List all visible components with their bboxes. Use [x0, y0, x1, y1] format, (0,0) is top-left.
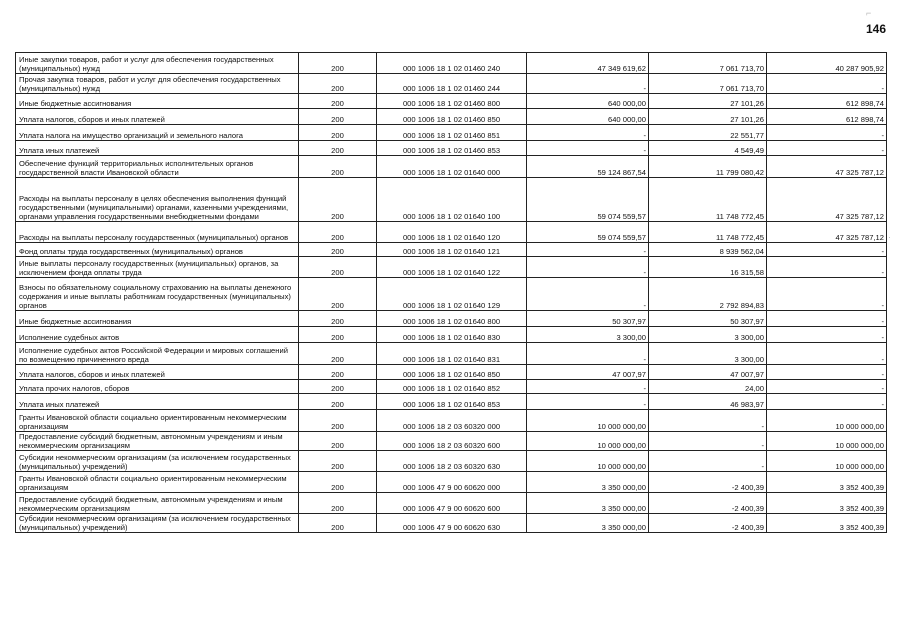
remaining-amount-cell: 612 898,74 [767, 109, 887, 125]
executed-amount-cell: 3 300,00 [649, 343, 767, 365]
remaining-amount-cell: - [767, 365, 887, 380]
table-row [16, 243, 887, 257]
approved-amount-cell: - [527, 141, 649, 156]
row-name-cell: Иные закупки товаров, работ и услуг для обеспечения государственных (муниципальных) нужд [16, 53, 299, 74]
executed-amount-cell: - [649, 451, 767, 472]
table-row [16, 380, 887, 394]
row-code-cell: 200 [299, 222, 377, 243]
row-name-cell: Взносы по обязательному социальному страхованию на выплаты денежного содержания и иные выплаты работникам государственных (муниципальных) органов [16, 278, 299, 311]
executed-amount-cell: 8 939 562,04 [649, 243, 767, 257]
remaining-amount-cell: 3 352 400,39 [767, 514, 887, 533]
table-row [16, 410, 887, 432]
approved-amount-cell: 59 074 559,57 [527, 178, 649, 222]
remaining-amount-cell: 10 000 000,00 [767, 451, 887, 472]
row-name-cell: Иные бюджетные ассигнования [16, 94, 299, 109]
executed-amount-cell: 27 101,26 [649, 94, 767, 109]
approved-amount-cell: 50 307,97 [527, 311, 649, 327]
remaining-amount-cell: - [767, 257, 887, 278]
executed-amount-cell: 46 983,97 [649, 394, 767, 410]
approved-amount-cell: 3 350 000,00 [527, 493, 649, 514]
row-name-cell: Уплата прочих налогов, сборов [16, 380, 299, 394]
remaining-amount-cell: - [767, 278, 887, 311]
row-code-cell: 200 [299, 514, 377, 533]
row-name-cell: Гранты Ивановской области социально ориентированным некоммерческим организациям [16, 472, 299, 493]
executed-amount-cell: 11 799 080,42 [649, 156, 767, 178]
executed-amount-cell: -2 400,39 [649, 514, 767, 533]
row-name-cell: Уплата иных платежей [16, 141, 299, 156]
classification-code-cell: 000 1006 18 2 03 60320 000 [377, 410, 527, 432]
row-name-cell: Прочая закупка товаров, работ и услуг для обеспечения государственных (муниципальных) нужд [16, 74, 299, 94]
classification-code-cell: 000 1006 18 1 02 01640 122 [377, 257, 527, 278]
row-name-cell: Субсидии некоммерческим организациям (за исключением государственных (муниципальных) учреждений) [16, 514, 299, 533]
classification-code-cell: 000 1006 18 1 02 01460 853 [377, 141, 527, 156]
row-name-cell: Предоставление субсидий бюджетным, автономным учреждениям и иным некоммерческим организациям [16, 432, 299, 451]
table-row [16, 343, 887, 365]
remaining-amount-cell: 47 325 787,12 [767, 222, 887, 243]
remaining-amount-cell: - [767, 311, 887, 327]
approved-amount-cell: - [527, 343, 649, 365]
row-name-cell: Расходы на выплаты персоналу государственных (муниципальных) органов [16, 222, 299, 243]
approved-amount-cell: - [527, 278, 649, 311]
executed-amount-cell: 22 551,77 [649, 125, 767, 141]
table-row [16, 451, 887, 472]
row-name-cell: Уплата налога на имущество организаций и земельного налога [16, 125, 299, 141]
table-row [16, 109, 887, 125]
executed-amount-cell: 27 101,26 [649, 109, 767, 125]
approved-amount-cell: - [527, 125, 649, 141]
classification-code-cell: 000 1006 18 1 02 01640 830 [377, 327, 527, 343]
row-name-cell: Иные бюджетные ассигнования [16, 311, 299, 327]
classification-code-cell: 000 1006 18 1 02 01640 800 [377, 311, 527, 327]
classification-code-cell: 000 1006 18 1 02 01640 000 [377, 156, 527, 178]
table-row [16, 514, 887, 533]
table-row [16, 394, 887, 410]
row-name-cell: Уплата налогов, сборов и иных платежей [16, 109, 299, 125]
row-code-cell: 200 [299, 365, 377, 380]
row-code-cell: 200 [299, 53, 377, 74]
approved-amount-cell: - [527, 380, 649, 394]
table-row [16, 432, 887, 451]
classification-code-cell: 000 1006 18 2 03 60320 600 [377, 432, 527, 451]
remaining-amount-cell: 3 352 400,39 [767, 472, 887, 493]
table-row [16, 53, 887, 74]
approved-amount-cell: 3 350 000,00 [527, 472, 649, 493]
row-name-cell: Фонд оплаты труда государственных (муниципальных) органов [16, 243, 299, 257]
classification-code-cell: 000 1006 18 1 02 01460 244 [377, 74, 527, 94]
row-name-cell: Уплата иных платежей [16, 394, 299, 410]
row-name-cell: Обеспечение функций территориальных исполнительных органов государственной власти Ивановской области [16, 156, 299, 178]
row-code-cell: 200 [299, 472, 377, 493]
row-name-cell: Предоставление субсидий бюджетным, автономным учреждениям и иным некоммерческим организациям [16, 493, 299, 514]
table-row [16, 278, 887, 311]
executed-amount-cell: 2 792 894,83 [649, 278, 767, 311]
row-code-cell: 200 [299, 311, 377, 327]
classification-code-cell: 000 1006 18 1 02 01640 853 [377, 394, 527, 410]
executed-amount-cell: -2 400,39 [649, 493, 767, 514]
approved-amount-cell: 10 000 000,00 [527, 432, 649, 451]
table-row [16, 365, 887, 380]
classification-code-cell: 000 1006 47 9 00 60620 630 [377, 514, 527, 533]
executed-amount-cell: -2 400,39 [649, 472, 767, 493]
row-name-cell: Исполнение судебных актов [16, 327, 299, 343]
row-code-cell: 200 [299, 343, 377, 365]
classification-code-cell: 000 1006 18 1 02 01640 831 [377, 343, 527, 365]
approved-amount-cell: 59 124 867,54 [527, 156, 649, 178]
row-name-cell: Иные выплаты персоналу государственных (муниципальных) органов, за исключением фонда оплаты труда [16, 257, 299, 278]
approved-amount-cell: 3 350 000,00 [527, 514, 649, 533]
remaining-amount-cell: - [767, 74, 887, 94]
remaining-amount-cell: - [767, 380, 887, 394]
classification-code-cell: 000 1006 18 1 02 01460 800 [377, 94, 527, 109]
row-code-cell: 200 [299, 380, 377, 394]
scan-artifact: ⌐ [866, 8, 872, 18]
row-code-cell: 200 [299, 94, 377, 109]
executed-amount-cell: - [649, 432, 767, 451]
approved-amount-cell: - [527, 257, 649, 278]
classification-code-cell: 000 1006 18 1 02 01640 852 [377, 380, 527, 394]
remaining-amount-cell: 612 898,74 [767, 94, 887, 109]
executed-amount-cell: 3 300,00 [649, 327, 767, 343]
classification-code-cell: 000 1006 18 1 02 01640 129 [377, 278, 527, 311]
remaining-amount-cell: - [767, 125, 887, 141]
remaining-amount-cell: - [767, 141, 887, 156]
classification-code-cell: 000 1006 18 1 02 01460 240 [377, 53, 527, 74]
remaining-amount-cell: 10 000 000,00 [767, 432, 887, 451]
approved-amount-cell: 640 000,00 [527, 94, 649, 109]
remaining-amount-cell: 47 325 787,12 [767, 178, 887, 222]
table-row [16, 94, 887, 109]
classification-code-cell: 000 1006 47 9 00 60620 600 [377, 493, 527, 514]
remaining-amount-cell: 3 352 400,39 [767, 493, 887, 514]
row-code-cell: 200 [299, 278, 377, 311]
row-code-cell: 200 [299, 141, 377, 156]
row-name-cell: Гранты Ивановской области социально ориентированным некоммерческим организациям [16, 410, 299, 432]
classification-code-cell: 000 1006 18 2 03 60320 630 [377, 451, 527, 472]
row-name-cell: Субсидии некоммерческим организациям (за исключением государственных (муниципальных) учреждений) [16, 451, 299, 472]
approved-amount-cell: 10 000 000,00 [527, 410, 649, 432]
row-name-cell: Расходы на выплаты персоналу в целях обеспечения выполнения функций государственными (муниципальными) органами, казенными учреждениями, органами управления государственными внебюджетными фондами [16, 178, 299, 222]
row-code-cell: 200 [299, 109, 377, 125]
row-code-cell: 200 [299, 451, 377, 472]
classification-code-cell: 000 1006 47 9 00 60620 000 [377, 472, 527, 493]
row-code-cell: 200 [299, 74, 377, 94]
table-row [16, 125, 887, 141]
table-row [16, 178, 887, 222]
executed-amount-cell: 7 061 713,70 [649, 53, 767, 74]
row-name-cell: Исполнение судебных актов Российской Федерации и мировых соглашений по возмещению причиненного вреда [16, 343, 299, 365]
table-row [16, 311, 887, 327]
executed-amount-cell: 11 748 772,45 [649, 178, 767, 222]
table-row [16, 141, 887, 156]
executed-amount-cell: 7 061 713,70 [649, 74, 767, 94]
classification-code-cell: 000 1006 18 1 02 01640 120 [377, 222, 527, 243]
executed-amount-cell: 24,00 [649, 380, 767, 394]
approved-amount-cell: 47 349 619,62 [527, 53, 649, 74]
approved-amount-cell: - [527, 243, 649, 257]
row-name-cell: Уплата налогов, сборов и иных платежей [16, 365, 299, 380]
table-row [16, 472, 887, 493]
approved-amount-cell: 47 007,97 [527, 365, 649, 380]
row-code-cell: 200 [299, 493, 377, 514]
executed-amount-cell: 4 549,49 [649, 141, 767, 156]
executed-amount-cell: 11 748 772,45 [649, 222, 767, 243]
row-code-cell: 200 [299, 156, 377, 178]
row-code-cell: 200 [299, 410, 377, 432]
row-code-cell: 200 [299, 394, 377, 410]
classification-code-cell: 000 1006 18 1 02 01640 121 [377, 243, 527, 257]
remaining-amount-cell: - [767, 243, 887, 257]
executed-amount-cell: 50 307,97 [649, 311, 767, 327]
table-body [16, 53, 887, 533]
row-code-cell: 200 [299, 257, 377, 278]
remaining-amount-cell: - [767, 343, 887, 365]
row-code-cell: 200 [299, 243, 377, 257]
executed-amount-cell: 16 315,58 [649, 257, 767, 278]
remaining-amount-cell: 40 287 905,92 [767, 53, 887, 74]
row-code-cell: 200 [299, 432, 377, 451]
classification-code-cell: 000 1006 18 1 02 01640 850 [377, 365, 527, 380]
approved-amount-cell: 640 000,00 [527, 109, 649, 125]
budget-execution-table [15, 52, 887, 533]
executed-amount-cell: - [649, 410, 767, 432]
page-number: 146 [866, 22, 887, 36]
scan-artifact: · [888, 232, 891, 242]
table-row [16, 74, 887, 94]
executed-amount-cell: 47 007,97 [649, 365, 767, 380]
table-row [16, 493, 887, 514]
remaining-amount-cell: 47 325 787,12 [767, 156, 887, 178]
remaining-amount-cell: - [767, 394, 887, 410]
approved-amount-cell: - [527, 74, 649, 94]
approved-amount-cell: - [527, 394, 649, 410]
row-code-cell: 200 [299, 125, 377, 141]
table-row [16, 327, 887, 343]
table-row [16, 156, 887, 178]
approved-amount-cell: 3 300,00 [527, 327, 649, 343]
row-code-cell: 200 [299, 327, 377, 343]
classification-code-cell: 000 1006 18 1 02 01640 100 [377, 178, 527, 222]
remaining-amount-cell: 10 000 000,00 [767, 410, 887, 432]
classification-code-cell: 000 1006 18 1 02 01460 851 [377, 125, 527, 141]
classification-code-cell: 000 1006 18 1 02 01460 850 [377, 109, 527, 125]
approved-amount-cell: 10 000 000,00 [527, 451, 649, 472]
table-row [16, 222, 887, 243]
row-code-cell: 200 [299, 178, 377, 222]
remaining-amount-cell: - [767, 327, 887, 343]
table-row [16, 257, 887, 278]
approved-amount-cell: 59 074 559,57 [527, 222, 649, 243]
